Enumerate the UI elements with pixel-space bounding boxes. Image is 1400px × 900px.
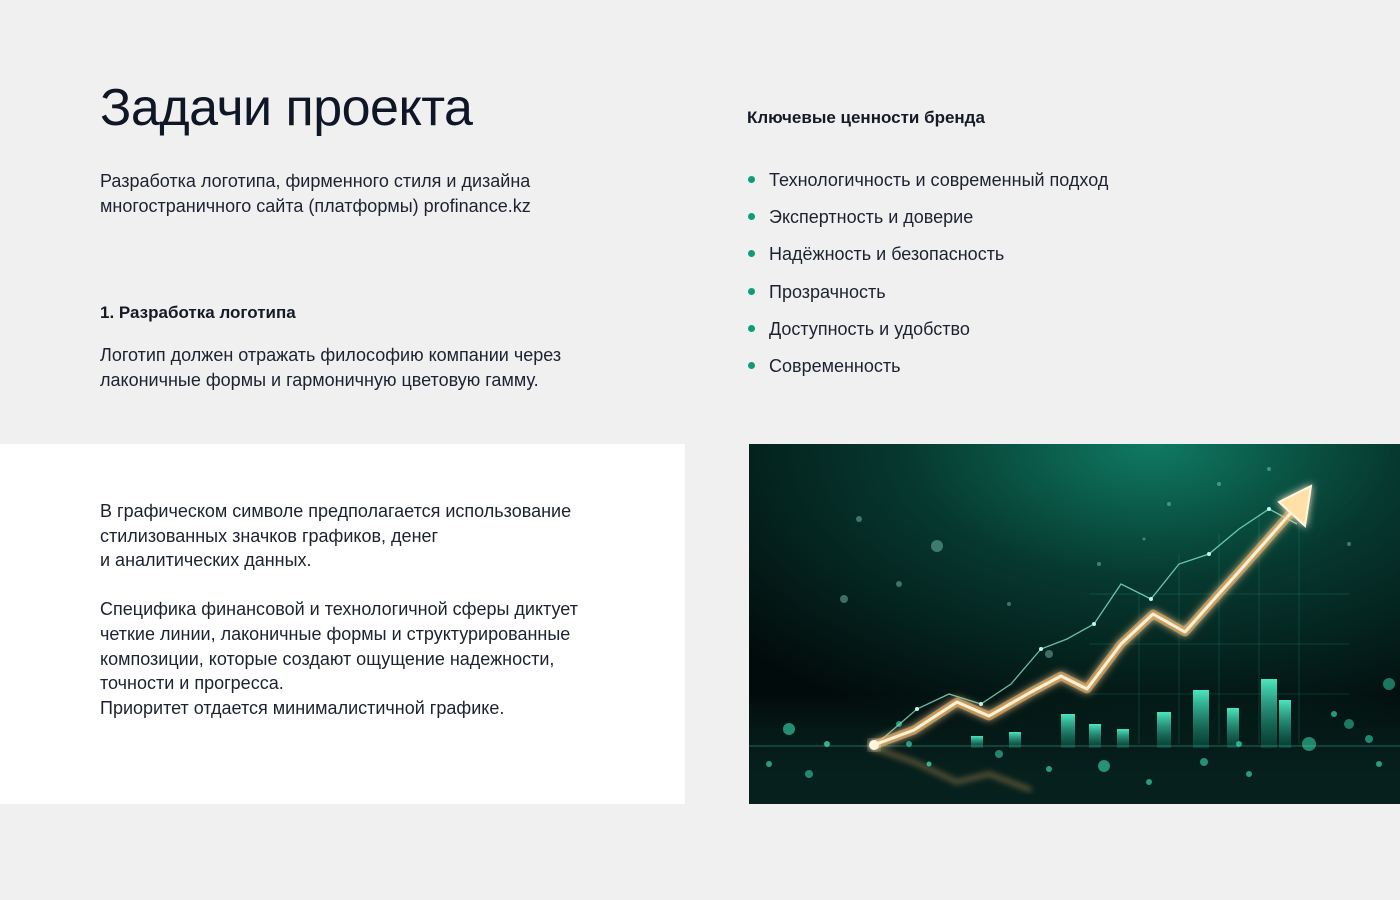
page-title: Задачи проекта: [100, 79, 473, 137]
list-item-label: Прозрачность: [769, 281, 886, 302]
list-item: [747, 279, 1108, 316]
list-item: [747, 167, 1108, 204]
list-item-label: Технологичность и современный подход: [769, 170, 1109, 190]
brand-values-heading: Ключевые ценности бренда: [747, 108, 985, 127]
bullet-dot-icon: [748, 213, 755, 220]
list-item-label: Доступность и удобство: [769, 318, 970, 339]
bullet-dot-icon: [748, 362, 755, 369]
brand-values-list: [747, 167, 1108, 390]
intro-text: Разработка логотипа, фирменного стиля и дизайна многостраничного сайта (платформы) profinance.kz: [100, 171, 531, 216]
list-item: [747, 353, 1108, 390]
description-text: [100, 499, 640, 720]
list-item: [747, 241, 1108, 278]
logo-section-heading: 1. Разработка логотипа: [100, 303, 296, 322]
growth-chart-illustration: [749, 444, 1400, 804]
bullet-dot-icon: [748, 325, 755, 332]
growth-chart-arrow-icon: [749, 444, 1400, 804]
bullet-dot-icon: [748, 288, 755, 295]
description-paragraph-1: В графическом символе предполагается использование стилизованных значков графиков, денег и аналитических данных.: [100, 501, 572, 571]
list-item-label: Экспертность и доверие: [769, 207, 974, 228]
list-item-label: Надёжность и безопасность: [769, 244, 1005, 265]
logo-section-text: Логотип должен отражать философию компании через лаконичные формы и гармоничную цветовую гамму.: [100, 345, 562, 390]
list-item: [747, 204, 1108, 241]
description-paragraph-2: Специфика финансовой и технологичной сферы диктует четкие линии, лаконичные формы и структурированные композиции, которые создают ощущение надежности, точности и прогресса. Приоритет отдается минималистичной графике.: [100, 599, 578, 718]
bullet-dot-icon: [748, 176, 755, 183]
list-item: [747, 316, 1108, 353]
list-item-label: Современность: [769, 355, 901, 376]
bullet-dot-icon: [748, 250, 755, 257]
